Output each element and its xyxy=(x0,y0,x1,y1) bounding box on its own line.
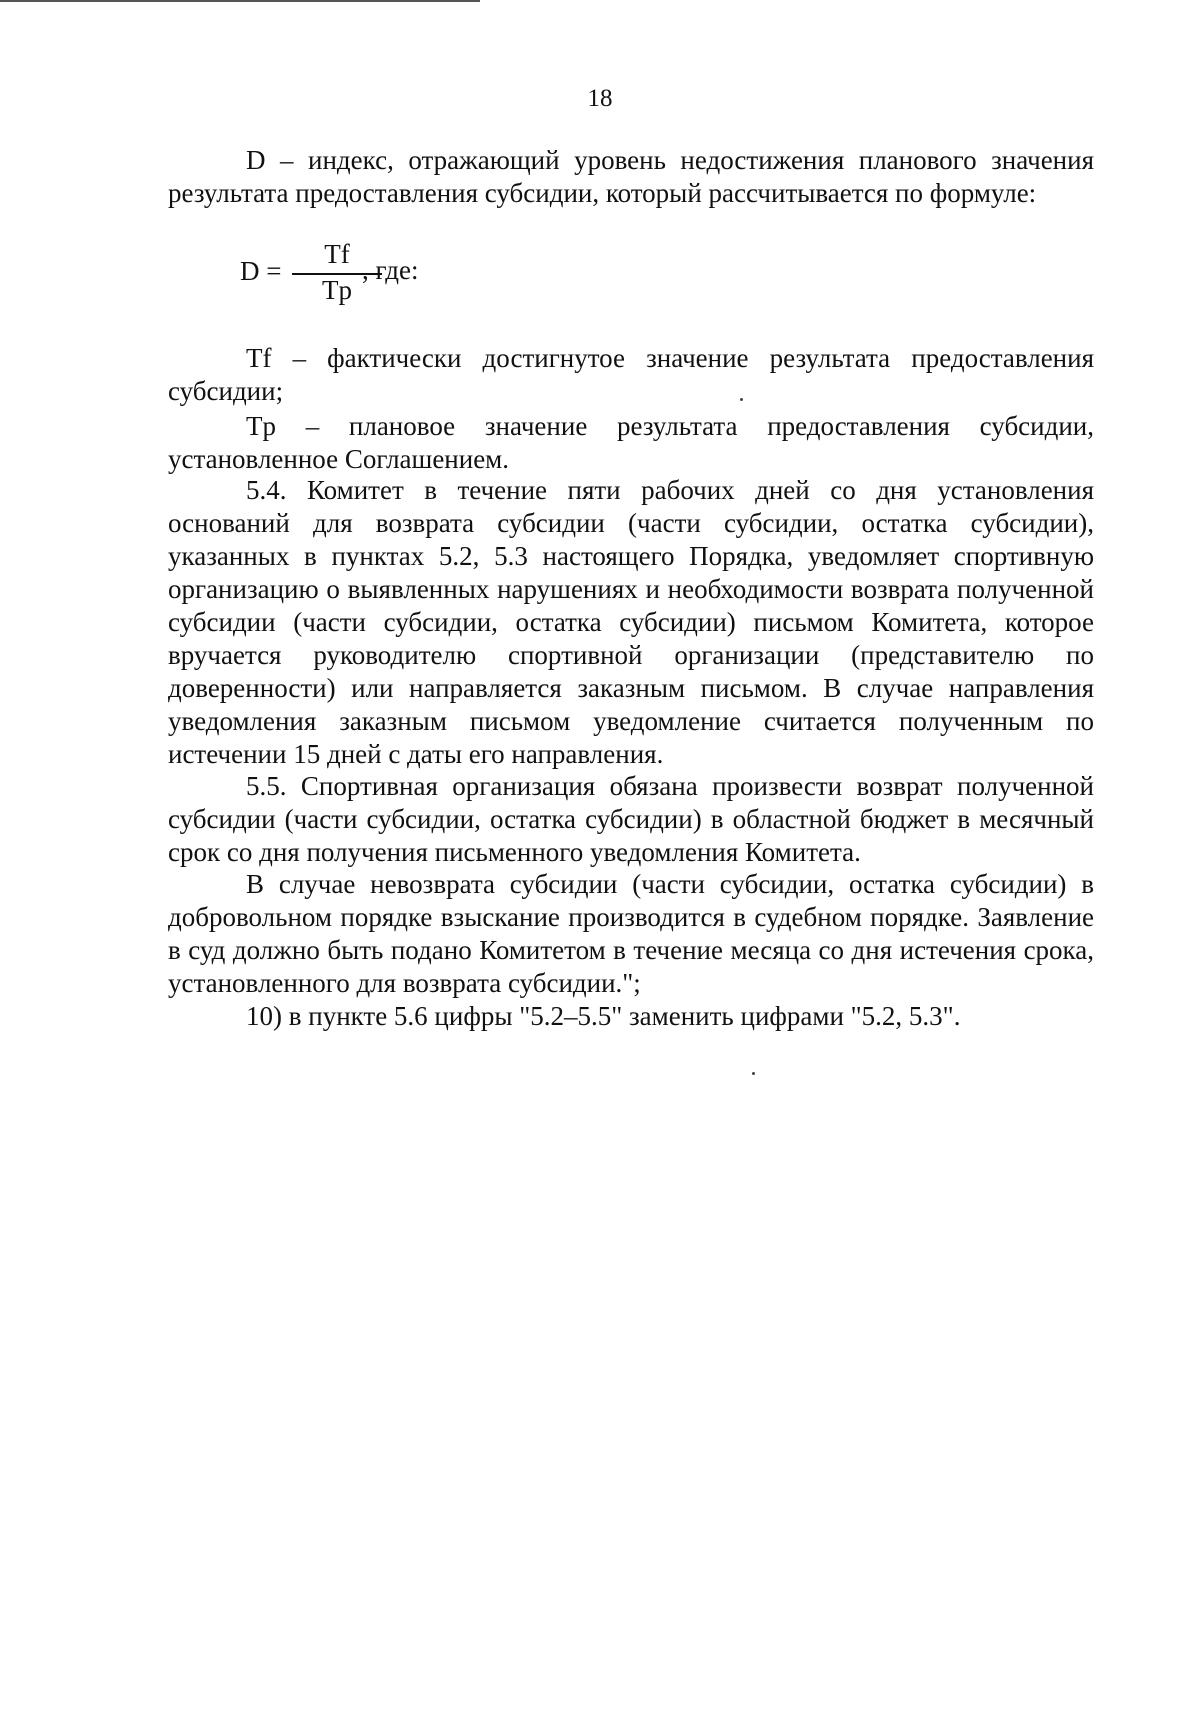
scan-speck xyxy=(752,1072,755,1075)
scan-speck xyxy=(740,398,743,401)
formula-denominator: Tp xyxy=(322,275,352,305)
formula-numerator: Tf xyxy=(324,239,350,269)
scan-edge-line xyxy=(0,0,480,2)
page-number: 18 xyxy=(587,85,613,112)
formula-tail: , где: xyxy=(362,255,419,285)
paragraph-index-definition: D – индекс, отражающий уровень недостижения планового значения результата предоставления субсидии, который рассчитывается по формуле: xyxy=(168,145,1094,208)
paragraph-refund-court: В случае невозврата субсидии (части субсидии, остатка субсидии) в добровольном порядке взыскание производится в судебном порядке. Заявление в суд должно быть подано Комитетом в течение месяца со дня истечения срока, установленного для возврата субсидии."; xyxy=(168,869,1094,998)
paragraph-tp-definition: Tp – плановое значение результата предоставления субсидии, установленное Соглашением. xyxy=(168,411,1094,474)
paragraph-tf-definition: Tf – фактически достигнутое значение результата предоставления субсидии; xyxy=(168,343,1094,406)
paragraph-5-4: 5.4. Комитет в течение пяти рабочих дней со дня установления оснований для возврата субсидии (части субсидии, остатка субсидии), указанных в пунктах 5.2, 5.3 настоящего Порядка, уведомляет спортивную организацию о выявленных нарушениях и необходимости возврата полученной субсидии (части субсидии, остатка субсидии) письмом Комитета, которое вручается руководителю спортивной организации (представителю по доверенности) или направляется заказным письмом. В случае направления уведомления заказным письмом уведомление считается полученным по истечении 15 дней с даты его направления. xyxy=(168,475,1094,769)
formula-lhs: D = xyxy=(240,256,282,286)
paragraph-5-5: 5.5. Спортивная организация обязана произвести возврат полученной субсидии (части субсидии, остатка субсидии) в областной бюджет в месячный срок со дня получения письменного уведомления Комитета. xyxy=(168,771,1094,867)
paragraph-item-10: 10) в пункте 5.6 цифры "5.2–5.5" заменить цифрами "5.2, 5.3". xyxy=(246,1001,961,1031)
